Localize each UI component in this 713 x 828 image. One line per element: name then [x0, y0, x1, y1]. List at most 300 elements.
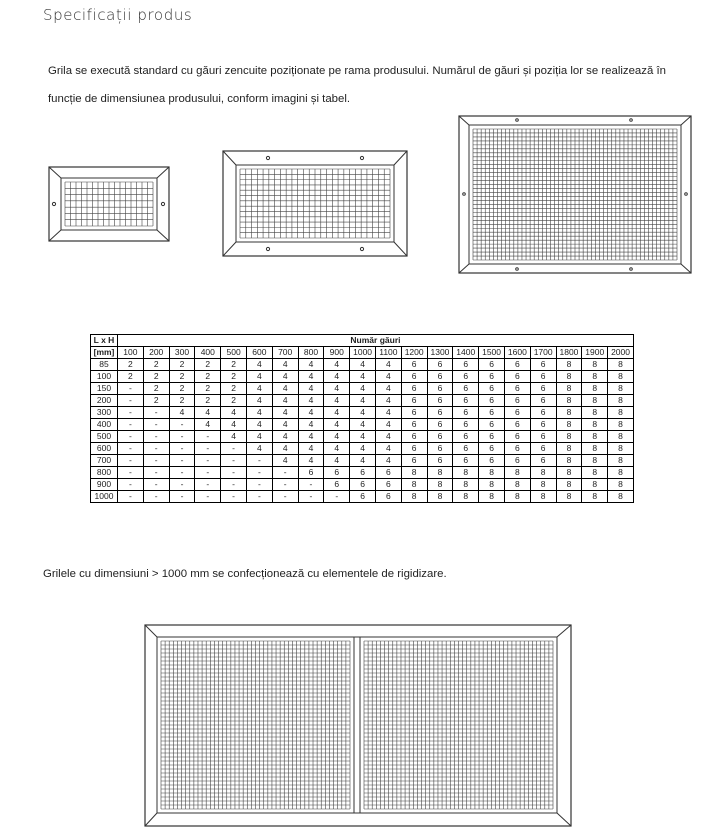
- table-cell: 6: [298, 467, 324, 479]
- table-cell: -: [221, 467, 247, 479]
- table-cell: 8: [453, 479, 479, 491]
- table-cell: -: [118, 383, 144, 395]
- table-cell: 4: [375, 443, 401, 455]
- table-cell: 6: [401, 443, 427, 455]
- table-cell: 4: [246, 359, 272, 371]
- table-cell: 8: [608, 383, 634, 395]
- table-cell: -: [272, 467, 298, 479]
- table-cell: -: [298, 479, 324, 491]
- table-row: [91, 407, 634, 419]
- table-cell: 8: [608, 443, 634, 455]
- column-header-2000: 2000: [608, 347, 634, 359]
- table-cell: 4: [246, 395, 272, 407]
- table-cell: -: [195, 491, 221, 503]
- table-cell: 6: [479, 407, 505, 419]
- table-cell: 4: [375, 419, 401, 431]
- table-cell: 6: [530, 371, 556, 383]
- table-cell: 4: [272, 371, 298, 383]
- table-cell: -: [246, 467, 272, 479]
- table-cell: 8: [401, 479, 427, 491]
- column-header-1400: 1400: [453, 347, 479, 359]
- screw-hole-icon: [52, 202, 55, 205]
- table-cell: 2: [143, 371, 169, 383]
- table-row: [91, 467, 634, 479]
- table-cell: -: [169, 455, 195, 467]
- table-row: [91, 419, 634, 431]
- table-cell: 6: [427, 443, 453, 455]
- table-cell: 4: [298, 443, 324, 455]
- column-header-200: 200: [143, 347, 169, 359]
- table-cell: -: [169, 419, 195, 431]
- table-cell: 6: [375, 491, 401, 503]
- table-cell: 6: [479, 419, 505, 431]
- table-cell: 6: [427, 371, 453, 383]
- table-cell: 8: [608, 395, 634, 407]
- reinforcement-note: Grilele cu dimensiuni > 1000 mm se confecționează cu elementele de rigidizare.: [43, 568, 447, 580]
- table-cell: 6: [504, 419, 530, 431]
- table-cell: 8: [479, 479, 505, 491]
- table-cell: 6: [350, 479, 376, 491]
- table-cell: 6: [427, 395, 453, 407]
- table-row: [91, 479, 634, 491]
- table-cell: -: [195, 479, 221, 491]
- table-cell: 6: [530, 443, 556, 455]
- table-cell: 8: [582, 371, 608, 383]
- table-cell: 6: [530, 407, 556, 419]
- table-cell: 4: [298, 407, 324, 419]
- table-cell: 8: [556, 395, 582, 407]
- table-cell: 6: [530, 395, 556, 407]
- table-cell: 8: [582, 467, 608, 479]
- table-cell: 2: [221, 371, 247, 383]
- grille-diagram-4-holes: [222, 150, 408, 257]
- table-cell: 2: [169, 395, 195, 407]
- table-cell: 4: [350, 395, 376, 407]
- table-cell: 2: [169, 383, 195, 395]
- reinforcement-bar: [354, 637, 360, 813]
- row-header: 800: [91, 467, 118, 479]
- table-cell: -: [169, 443, 195, 455]
- table-cell: 6: [530, 455, 556, 467]
- table-cell: 4: [169, 407, 195, 419]
- table-cell: 6: [453, 419, 479, 431]
- table-row: [91, 395, 634, 407]
- table-cell: 8: [608, 431, 634, 443]
- table-cell: 2: [195, 395, 221, 407]
- table-cell: 4: [272, 431, 298, 443]
- table-cell: 6: [504, 455, 530, 467]
- column-header-1000: 1000: [350, 347, 376, 359]
- table-cell: 4: [375, 407, 401, 419]
- column-header-300: 300: [169, 347, 195, 359]
- mesh-grid-right: [364, 641, 553, 809]
- table-cell: 6: [427, 359, 453, 371]
- table-cell: 4: [350, 455, 376, 467]
- row-header: 1000: [91, 491, 118, 503]
- row-header: 85: [91, 359, 118, 371]
- table-cell: 8: [427, 467, 453, 479]
- column-header-400: 400: [195, 347, 221, 359]
- row-header: 200: [91, 395, 118, 407]
- table-cell: 8: [479, 491, 505, 503]
- table-cell: 6: [453, 383, 479, 395]
- table-cell: 8: [504, 479, 530, 491]
- table-cell: 6: [479, 431, 505, 443]
- row-header: 500: [91, 431, 118, 443]
- mesh-grid: [240, 169, 390, 238]
- table-cell: 6: [479, 383, 505, 395]
- table-cell: 8: [427, 479, 453, 491]
- column-header-1100: 1100: [375, 347, 401, 359]
- table-cell: 6: [504, 383, 530, 395]
- table-cell: 8: [582, 395, 608, 407]
- table-cell: -: [118, 395, 144, 407]
- table-cell: 8: [582, 383, 608, 395]
- table-cell: 8: [453, 491, 479, 503]
- table-cell: 6: [504, 359, 530, 371]
- table-cell: 6: [530, 359, 556, 371]
- table-cell: 4: [350, 419, 376, 431]
- table-cell: 2: [169, 359, 195, 371]
- table-cell: 6: [350, 467, 376, 479]
- grille-diagram-2-holes: [48, 166, 170, 242]
- screw-hole-icon: [360, 156, 363, 159]
- table-cell: 2: [143, 383, 169, 395]
- table-cell: -: [272, 479, 298, 491]
- table-cell: -: [118, 443, 144, 455]
- table-cell: 8: [530, 491, 556, 503]
- table-cell: 6: [504, 371, 530, 383]
- table-cell: 8: [401, 467, 427, 479]
- table-cell: 8: [582, 407, 608, 419]
- table-cell: 2: [195, 371, 221, 383]
- table-cell: -: [118, 491, 144, 503]
- column-header-100: 100: [118, 347, 144, 359]
- table-cell: 4: [375, 383, 401, 395]
- table-cell: 4: [324, 371, 350, 383]
- table-cell: 6: [324, 467, 350, 479]
- column-header-1500: 1500: [479, 347, 505, 359]
- table-cell: 6: [504, 395, 530, 407]
- screw-hole-icon: [630, 119, 633, 122]
- corner-label-top: L x H: [91, 335, 118, 347]
- row-header: 150: [91, 383, 118, 395]
- screw-hole-icon: [463, 193, 466, 196]
- table-cell: -: [221, 491, 247, 503]
- table-cell: 4: [350, 407, 376, 419]
- table-cell: 4: [324, 383, 350, 395]
- table-cell: 8: [608, 467, 634, 479]
- table-cell: -: [143, 455, 169, 467]
- table-cell: 6: [401, 371, 427, 383]
- table-cell: 8: [556, 467, 582, 479]
- table-cell: 6: [401, 383, 427, 395]
- column-header-1900: 1900: [582, 347, 608, 359]
- table-cell: 2: [195, 359, 221, 371]
- table-cell: 4: [298, 359, 324, 371]
- table-cell: 4: [375, 371, 401, 383]
- reinforced-grille-diagram: [144, 624, 572, 828]
- column-header-700: 700: [272, 347, 298, 359]
- table-cell: 8: [556, 371, 582, 383]
- table-cell: 8: [530, 479, 556, 491]
- table-cell: 4: [195, 419, 221, 431]
- table-cell: 8: [608, 455, 634, 467]
- table-cell: 4: [324, 395, 350, 407]
- table-cell: 4: [221, 407, 247, 419]
- row-header: 900: [91, 479, 118, 491]
- table-cell: 6: [427, 431, 453, 443]
- table-cell: -: [221, 443, 247, 455]
- table-cell: -: [118, 407, 144, 419]
- table-cell: 8: [556, 479, 582, 491]
- page-title: Specificații produs: [43, 6, 193, 24]
- table-cell: 6: [427, 455, 453, 467]
- table-cell: -: [169, 431, 195, 443]
- table-cell: 6: [401, 395, 427, 407]
- screw-hole-icon: [516, 119, 519, 122]
- table-cell: 6: [479, 443, 505, 455]
- mesh-grid: [65, 182, 153, 226]
- table-cell: 8: [401, 491, 427, 503]
- table-cell: 4: [350, 443, 376, 455]
- table-cell: 4: [298, 371, 324, 383]
- table-cell: -: [195, 431, 221, 443]
- table-cell: 4: [246, 431, 272, 443]
- table-cell: 8: [556, 443, 582, 455]
- table-cell: 4: [246, 383, 272, 395]
- screw-hole-icon: [516, 268, 519, 271]
- table-cell: 6: [530, 431, 556, 443]
- column-header-600: 600: [246, 347, 272, 359]
- row-header: 100: [91, 371, 118, 383]
- table-cell: 8: [608, 491, 634, 503]
- table-cell: -: [169, 491, 195, 503]
- table-cell: 4: [272, 395, 298, 407]
- table-row: [91, 359, 634, 371]
- table-cell: 4: [272, 407, 298, 419]
- table-cell: 8: [582, 479, 608, 491]
- table-cell: -: [195, 455, 221, 467]
- table-cell: 4: [324, 407, 350, 419]
- row-header: 600: [91, 443, 118, 455]
- table-cell: 8: [556, 359, 582, 371]
- grille-diagram-8-holes: [458, 115, 692, 274]
- table-cell: -: [143, 491, 169, 503]
- column-header-500: 500: [221, 347, 247, 359]
- table-cell: 8: [582, 491, 608, 503]
- table-cell: 6: [453, 371, 479, 383]
- column-header-1300: 1300: [427, 347, 453, 359]
- table-cell: 6: [453, 443, 479, 455]
- table-cell: 8: [608, 419, 634, 431]
- screw-hole-icon: [685, 193, 688, 196]
- table-cell: -: [143, 443, 169, 455]
- table-cell: 6: [401, 359, 427, 371]
- screw-hole-icon: [630, 268, 633, 271]
- table-cell: 4: [324, 455, 350, 467]
- table-cell: -: [118, 419, 144, 431]
- table-cell: -: [324, 491, 350, 503]
- table-cell: 8: [504, 467, 530, 479]
- table-cell: -: [143, 431, 169, 443]
- table-cell: 6: [530, 383, 556, 395]
- table-row: [91, 455, 634, 467]
- table-cell: -: [143, 479, 169, 491]
- table-cell: 8: [556, 419, 582, 431]
- table-cell: -: [118, 431, 144, 443]
- row-header: 300: [91, 407, 118, 419]
- table-cell: -: [246, 491, 272, 503]
- screw-hole-icon: [360, 247, 363, 250]
- row-header: 400: [91, 419, 118, 431]
- table-cell: 2: [169, 371, 195, 383]
- table-cell: 6: [453, 395, 479, 407]
- table-cell: 6: [453, 431, 479, 443]
- table-cell: 6: [504, 407, 530, 419]
- table-cell: 8: [582, 455, 608, 467]
- column-header-1800: 1800: [556, 347, 582, 359]
- table-cell: 4: [298, 455, 324, 467]
- table-cell: 6: [530, 419, 556, 431]
- table-row: [91, 383, 634, 395]
- table-cell: 4: [272, 455, 298, 467]
- table-cell: 8: [556, 491, 582, 503]
- table-cell: 6: [427, 419, 453, 431]
- table-cell: 8: [453, 467, 479, 479]
- table-cell: 2: [118, 371, 144, 383]
- table-cell: -: [143, 419, 169, 431]
- table-cell: 8: [582, 359, 608, 371]
- column-header-1600: 1600: [504, 347, 530, 359]
- table-cell: 2: [143, 359, 169, 371]
- table-cell: -: [169, 467, 195, 479]
- table-cell: 4: [272, 419, 298, 431]
- table-cell: 4: [272, 359, 298, 371]
- table-cell: 8: [556, 407, 582, 419]
- table-cell: 6: [504, 443, 530, 455]
- table-cell: 4: [246, 419, 272, 431]
- table-cell: 4: [375, 455, 401, 467]
- table-cell: -: [169, 479, 195, 491]
- table-cell: 4: [375, 395, 401, 407]
- table-cell: 4: [246, 443, 272, 455]
- table-cell: 4: [350, 359, 376, 371]
- table-cell: 8: [556, 455, 582, 467]
- table-cell: 4: [324, 419, 350, 431]
- table-cell: -: [195, 467, 221, 479]
- table-cell: 8: [582, 431, 608, 443]
- corner-label-bottom: [mm]: [91, 347, 118, 359]
- table-cell: 8: [504, 491, 530, 503]
- table-cell: 6: [375, 479, 401, 491]
- table-cell: -: [143, 467, 169, 479]
- table-cell: 8: [582, 419, 608, 431]
- table-cell: 6: [375, 467, 401, 479]
- holes-count-table: [90, 334, 634, 503]
- table-cell: 6: [401, 419, 427, 431]
- table-cell: 4: [298, 395, 324, 407]
- table-cell: 6: [453, 407, 479, 419]
- table-cell: 4: [375, 359, 401, 371]
- table-cell: 6: [427, 383, 453, 395]
- table-cell: 2: [221, 395, 247, 407]
- table-cell: 6: [401, 407, 427, 419]
- table-cell: 4: [272, 443, 298, 455]
- table-cell: 6: [401, 431, 427, 443]
- column-header-900: 900: [324, 347, 350, 359]
- table-cell: 6: [350, 491, 376, 503]
- table-cell: 6: [453, 455, 479, 467]
- table-cell: 8: [479, 467, 505, 479]
- group-header: Număr găuri: [118, 335, 634, 347]
- table-cell: 2: [143, 395, 169, 407]
- screw-hole-icon: [266, 156, 269, 159]
- table-cell: 4: [298, 431, 324, 443]
- table-cell: 4: [195, 407, 221, 419]
- table-cell: 8: [608, 407, 634, 419]
- table-cell: 8: [556, 383, 582, 395]
- table-cell: 4: [375, 431, 401, 443]
- row-header: 700: [91, 455, 118, 467]
- table-cell: -: [298, 491, 324, 503]
- table-row: [91, 431, 634, 443]
- table-cell: 2: [195, 383, 221, 395]
- table-cell: 8: [427, 491, 453, 503]
- mesh-grid: [473, 129, 677, 260]
- table-cell: 8: [582, 443, 608, 455]
- table-cell: 4: [350, 371, 376, 383]
- table-cell: 4: [324, 431, 350, 443]
- table-cell: 4: [221, 419, 247, 431]
- table-cell: 6: [479, 359, 505, 371]
- table-cell: 4: [324, 359, 350, 371]
- column-header-1200: 1200: [401, 347, 427, 359]
- table-cell: -: [143, 407, 169, 419]
- table-cell: 4: [246, 371, 272, 383]
- table-cell: 2: [118, 359, 144, 371]
- table-cell: 8: [608, 371, 634, 383]
- screw-hole-icon: [266, 247, 269, 250]
- column-header-1700: 1700: [530, 347, 556, 359]
- table-cell: 6: [479, 455, 505, 467]
- table-cell: 6: [479, 395, 505, 407]
- table-row: [91, 371, 634, 383]
- mesh-grid-left: [161, 641, 350, 809]
- table-cell: 4: [350, 383, 376, 395]
- table-cell: -: [118, 455, 144, 467]
- table-cell: 4: [272, 383, 298, 395]
- table-cell: 4: [324, 443, 350, 455]
- table-cell: -: [221, 455, 247, 467]
- table-cell: -: [118, 479, 144, 491]
- table-cell: 4: [221, 431, 247, 443]
- table-cell: 6: [324, 479, 350, 491]
- table-cell: 4: [246, 407, 272, 419]
- table-cell: -: [272, 491, 298, 503]
- table-cell: 6: [479, 371, 505, 383]
- table-cell: 8: [556, 431, 582, 443]
- table-cell: -: [246, 479, 272, 491]
- table-cell: 4: [298, 419, 324, 431]
- column-header-800: 800: [298, 347, 324, 359]
- table-cell: 8: [608, 359, 634, 371]
- table-cell: 2: [221, 383, 247, 395]
- table-cell: -: [246, 455, 272, 467]
- table-cell: -: [118, 467, 144, 479]
- table-row: [91, 443, 634, 455]
- table-cell: -: [221, 479, 247, 491]
